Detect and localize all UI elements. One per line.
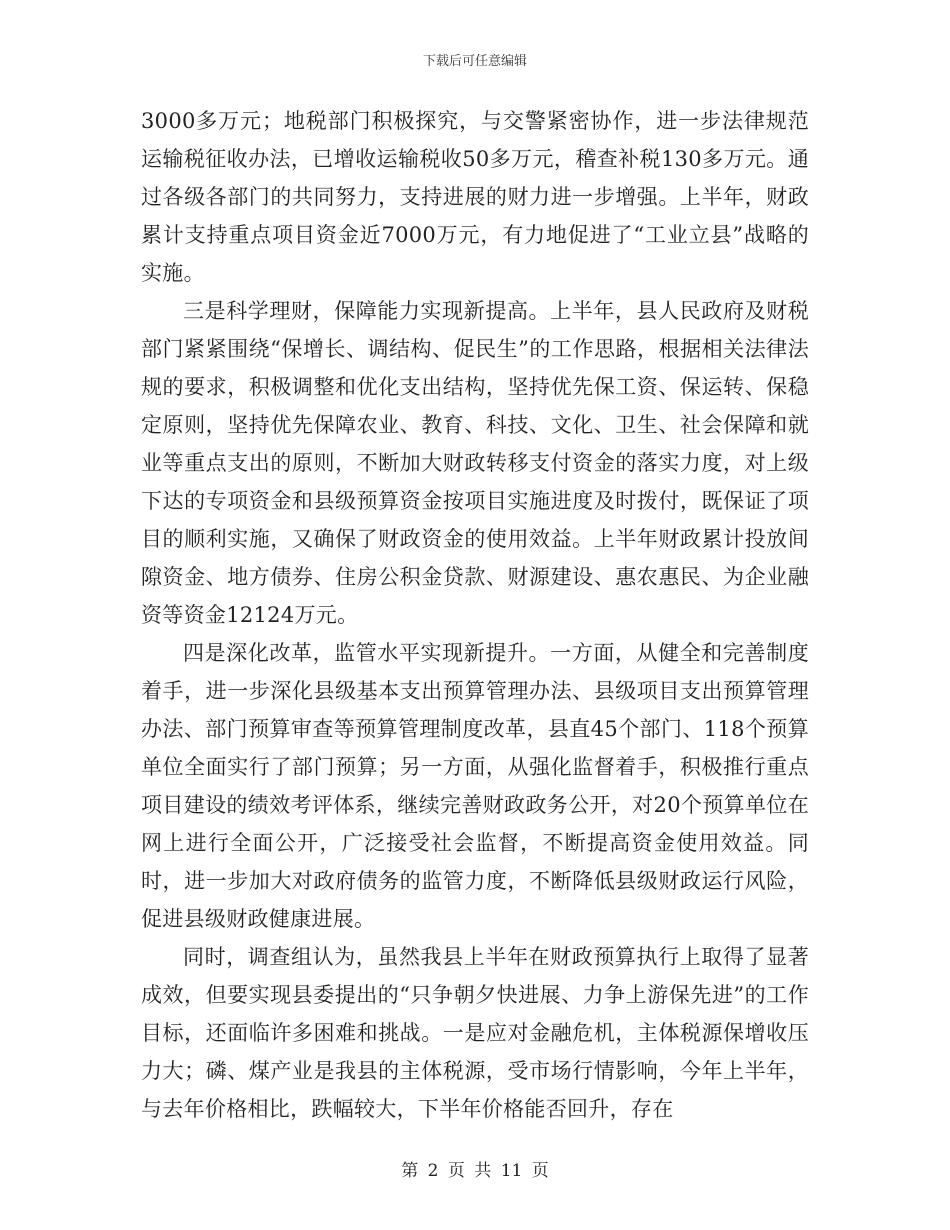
paragraph-1: 3000多万元；地税部门积极探究，与交警紧密协作，进一步法律规范运输税征收办法，已增收运输税收50多万元，稽查补税130多万元。通过各级各部门的共同努力，支持进展的财力进一步增强。上半年，财政累计支持重点项目资金近7000万元，有力地促进了“工业立县”战略的实施。	[141, 109, 809, 285]
page-footer: 第 2 页 共 11 页	[401, 1161, 549, 1181]
paragraph-3: 四是深化改革，监管水平实现新提升。一方面，从健全和完善制度着手，进一步深化县级基本支出预算管理办法、县级项目支出预算管理办法、部门预算审查等预算管理制度改革，县直45个部门、118个预算单位全面实行了部门预算；另一方面，从强化监督着手，积极推行重点项目建设的绩效考评体系，继续完善财政政务公开，对20个预算单位在网上进行全面公开，广泛接受社会监督，不断提高资金使用效益。同时，进一步加大对政府债务的监管力度，不断降低县级财政运行风险，促进县级财政健康进展。	[141, 641, 809, 931]
paragraph-2: 三是科学理财，保障能力实现新提高。上半年，县人民政府及财税部门紧紧围绕“保增长、调结构、促民生”的工作思路，根据相关法律法规的要求，积极调整和优化支出结构，坚持优先保工资、保运转、保稳定原则，坚持优先保障农业、教育、科技、文化、卫生、社会保障和就业等重点支出的原则，不断加大财政转移支付资金的落实力度，对上级下达的专项资金和县级预算资金按项目实施进度及时拨付，既保证了项目的顺利实施，又确保了财政资金的使用效益。上半年财政累计投放间隙资金、地方债券、住房公积金贷款、财源建设、惠农惠民、为企业融资等资金12124万元。	[141, 299, 809, 627]
page-header: 下载后可任意编辑	[422, 54, 527, 69]
document-body	[141, 102, 809, 1128]
paragraph-4: 同时，调查组认为，虽然我县上半年在财政预算执行上取得了显著成效，但要实现县委提出的“只争朝夕快进展、力争上游保先进”的工作目标，还面临许多困难和挑战。一是应对金融危机，主体税源保增收压力大；磷、煤产业是我县的主体税源，受市场行情影响，今年上半年，与去年价格相比，跌幅较大，下半年价格能否回升，存在	[141, 945, 809, 1121]
